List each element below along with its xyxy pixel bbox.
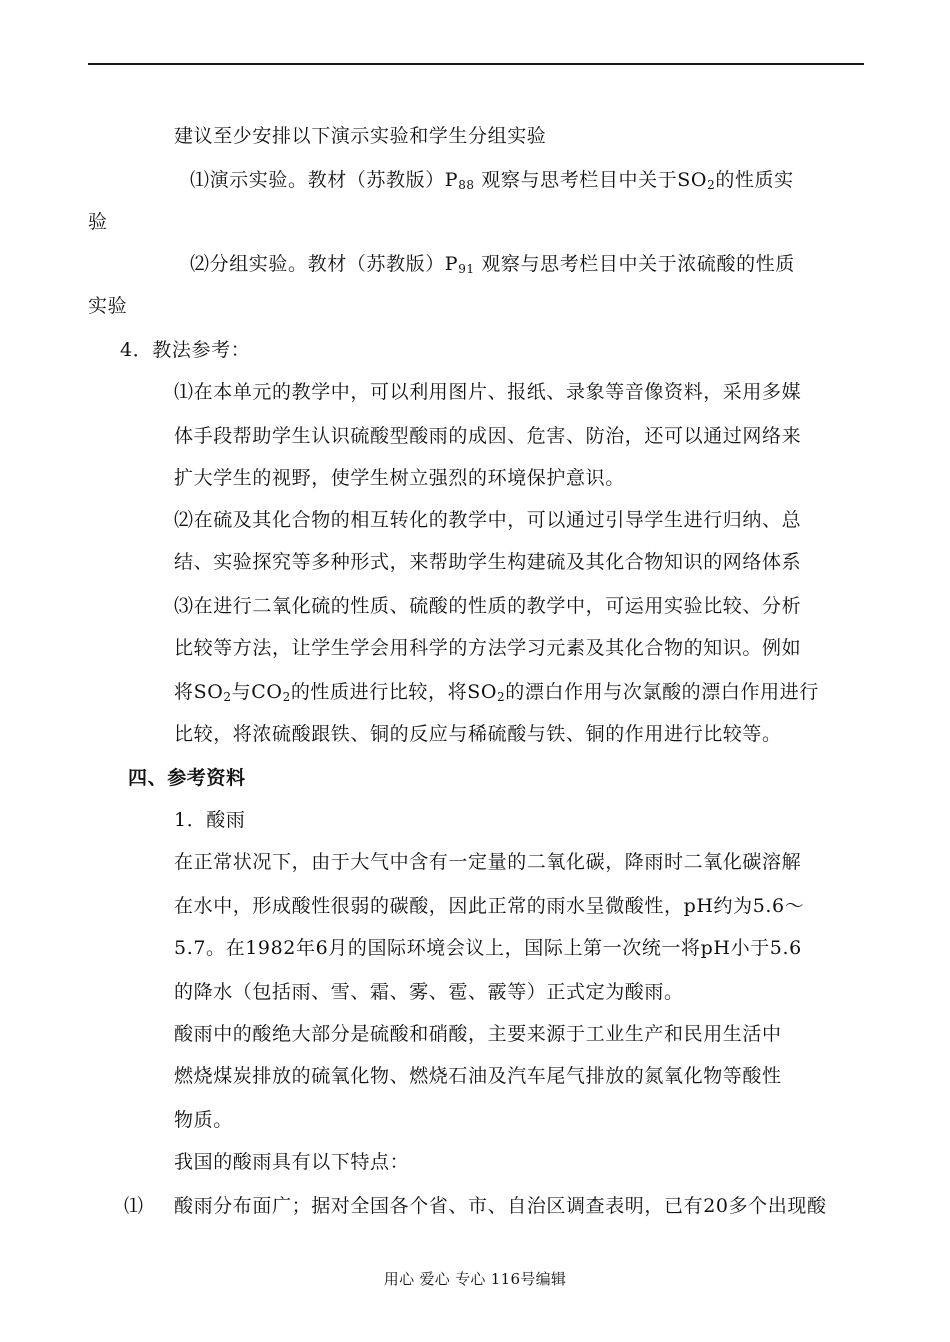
text-line: ⑶在进行二氧化硫的性质、硫酸的性质的教学中，可运用实验比较、分析 xyxy=(174,595,802,617)
text-line: 在水中，形成酸性很弱的碳酸，因此正常的雨水呈微酸性，pH约为5.6～ xyxy=(174,895,805,917)
text-line: 体手段帮助学生认识硫酸型酸雨的成因、危害、防治，还可以通过网络来 xyxy=(174,425,802,447)
text-line: 酸雨中的酸绝大部分是硫酸和硝酸，主要来源于工业生产和民用生活中 xyxy=(174,1023,782,1045)
text-line: 建议至少安排以下演示实验和学生分组实验 xyxy=(174,125,547,147)
text-line: ⑴在本单元的教学中，可以利用图片、报纸、录象等音像资料，采用多媒 xyxy=(174,381,802,403)
text-line: 实验 xyxy=(88,295,128,317)
text-line: 在正常状况下，由于大气中含有一定量的二氧化碳，降雨时二氧化碳溶解 xyxy=(174,851,802,873)
subsection-heading: 1．酸雨 xyxy=(174,809,246,831)
text-line: 的降水（包括雨、雪、霜、雾、雹、霰等）正式定为酸雨。 xyxy=(174,981,684,1003)
section-heading: 4．教法参考： xyxy=(120,339,251,361)
section-heading: 四、参考资料 xyxy=(128,767,246,789)
text-line: 燃烧煤炭排放的硫氧化物、燃烧石油及汽车尾气排放的氮氧化物等酸性 xyxy=(174,1065,782,1087)
text-line: 结、实验探究等多种形式，来帮助学生构建硫及其化合物知识的网络体系 xyxy=(174,551,802,573)
text-line: 5.7。在1982年6月的国际环境会议上，国际上第一次统一将pH小于5.6 xyxy=(174,937,802,959)
text-line: 扩大学生的视野，使学生树立强烈的环境保护意识。 xyxy=(174,467,625,489)
text-line: 比较，将浓硫酸跟铁、铜的反应与稀硫酸与铁、铜的作用进行比较等。 xyxy=(174,723,782,745)
header-rule xyxy=(88,63,864,65)
text-line: 酸雨分布面广；据对全国各个省、市、自治区调查表明，已有20多个出现酸 xyxy=(174,1195,827,1217)
text-line: 比较等方法，让学生学会用科学的方法学习元素及其化合物的知识。例如 xyxy=(174,637,802,659)
text-line: ⑵在硫及其化合物的相互转化的教学中，可以通过引导学生进行归纳、总 xyxy=(174,509,802,531)
text-line: ⑴演示实验。教材（苏教版）$P_{88}$ 观察与思考栏目中关于$SO_2$的性质实 xyxy=(190,169,794,192)
page-footer: 用心 爱心 专心 116号编辑 xyxy=(383,1270,567,1288)
text-line: 将$SO_2$与$CO_2$的性质进行比较，将$SO_2$的漂白作用与次氯酸的漂白作用进行 xyxy=(174,681,819,704)
text-line: 物质。 xyxy=(174,1109,233,1131)
list-number: ⑴ xyxy=(124,1195,144,1217)
text-line: 我国的酸雨具有以下特点： xyxy=(174,1151,410,1173)
text-line: 验 xyxy=(88,211,108,233)
text-line: ⑵分组实验。教材（苏教版）$P_{91}$ 观察与思考栏目中关于浓硫酸的性质 xyxy=(190,253,795,276)
